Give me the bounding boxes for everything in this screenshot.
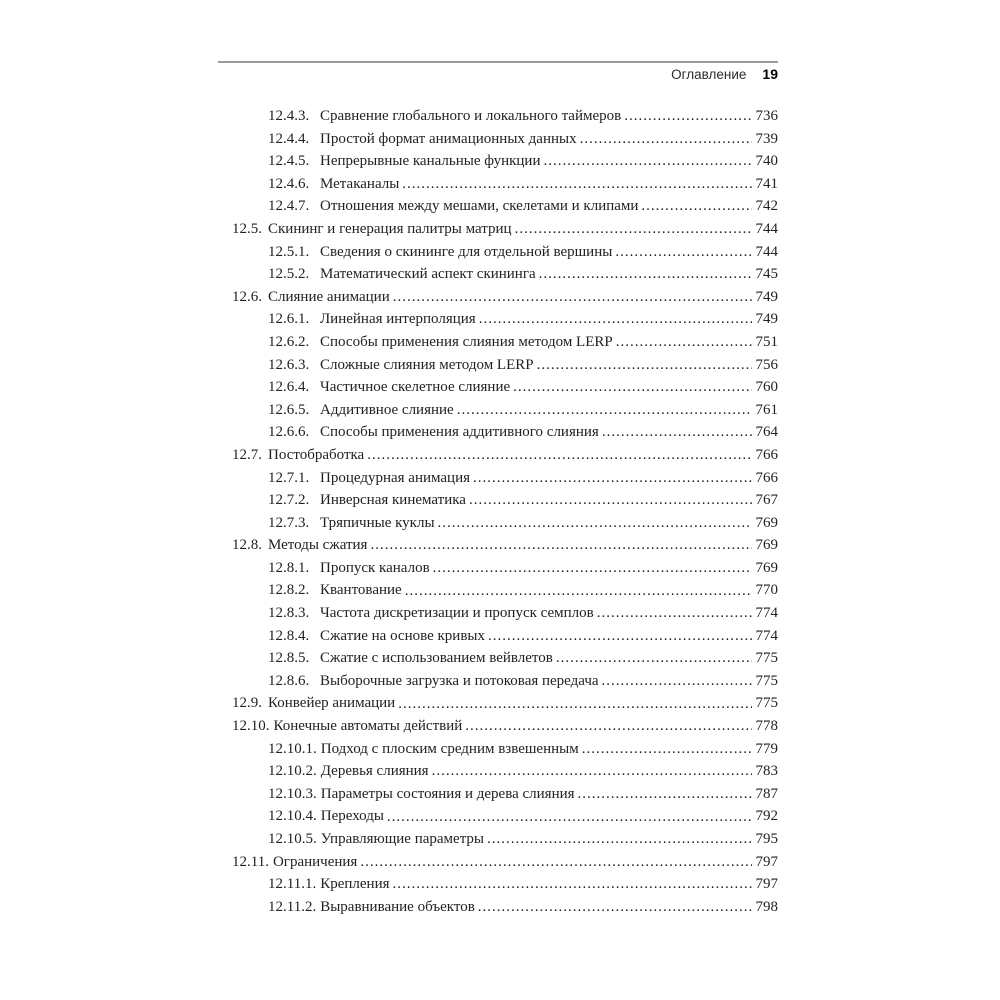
toc-entry-title: Непрерывные канальные функции [320, 153, 541, 170]
toc-entry-title: Сведения о скининге для отдельной вершины [320, 243, 613, 260]
toc-entry-title: Ограничения [272, 853, 358, 870]
dot-leader [475, 896, 752, 919]
toc-entry-title: Линейная интерполяция [320, 311, 476, 328]
toc-entry-title: Квантование [320, 582, 402, 599]
toc-entry-title: Сравнение глобального и локального таймеров [320, 108, 622, 124]
dot-leader [510, 376, 752, 399]
running-head-rule [218, 61, 778, 63]
toc-entry-title: Подход с плоским средним взвешенным [320, 740, 579, 757]
toc-entry-page-number: 797 [755, 853, 778, 870]
toc-entry [218, 512, 778, 535]
toc-entry-number: 12.7.2. [268, 492, 310, 509]
toc-entry-number: 12.8.3. [268, 605, 310, 622]
dot-leader [367, 534, 752, 557]
dot-leader [430, 557, 752, 580]
toc-entry [218, 557, 778, 580]
toc-entry-number: 12.7.3. [268, 514, 310, 531]
toc-entry-page-number: 775 [755, 695, 778, 712]
toc-entry-title: Деревья слияния [320, 763, 429, 780]
toc-entry-number: 12.10.3. [268, 785, 317, 802]
running-head-title: Оглавление [671, 67, 747, 82]
toc-entry-number: 12.6.6. [268, 424, 310, 441]
toc-entry-title: Способы применения аддитивного слияния [320, 424, 599, 441]
toc-entry [218, 579, 778, 602]
dot-leader [484, 828, 752, 851]
toc-entry-number: 12.10.4. [268, 808, 317, 825]
toc-entry-title: Конвейер анимации [268, 695, 396, 712]
toc-entry-title: Переходы [320, 808, 384, 825]
toc-entry-number: 12.10. [232, 718, 270, 735]
dot-leader [599, 421, 752, 444]
toc-entry-title: Частичное скелетное слияние [320, 379, 511, 396]
toc-entry-number: 12.9. [232, 695, 262, 712]
toc-entry-page-number: 769 [755, 514, 778, 531]
toc-entry-title: Пропуск каналов [320, 559, 430, 576]
toc-entry-title: Сжатие на основе кривых [320, 627, 485, 644]
toc-entry-page-number: 761 [755, 401, 778, 418]
dot-leader [575, 783, 752, 806]
toc-entry-number: 12.10.1. [268, 740, 317, 757]
toc-entry [218, 534, 778, 557]
toc-entry [218, 647, 778, 670]
toc-entry [218, 602, 778, 625]
toc-entry-number: 12.6. [232, 288, 262, 305]
toc-entry-title: Выравнивание объектов [320, 898, 475, 915]
toc-entry [218, 286, 778, 309]
toc-entry [218, 263, 778, 286]
toc-entry-number: 12.8.5. [268, 650, 310, 667]
toc-entry [218, 150, 778, 173]
toc-entry [218, 851, 778, 874]
toc-entry-title: Постобработка [268, 446, 365, 463]
toc-entry [218, 738, 778, 761]
dot-leader [399, 173, 752, 196]
toc-entry-title: Сжатие с использованием вейвлетов [320, 650, 553, 667]
toc-entry-number: 12.4.6. [268, 175, 310, 192]
dot-leader [357, 851, 752, 874]
toc-entry-number: 12.8. [232, 537, 262, 554]
toc-entry-page-number: 770 [755, 582, 778, 599]
toc-entry-number: 12.8.4. [268, 627, 310, 644]
toc-entry-page-number: 769 [755, 559, 778, 576]
toc-entry-title: Процедурная анимация [320, 469, 470, 486]
toc-entry-page-number: 798 [755, 898, 778, 915]
toc-entry-page-number: 744 [755, 243, 778, 260]
toc-entry-page-number: 739 [755, 130, 778, 147]
dot-leader [599, 670, 752, 693]
toc-entry [218, 489, 778, 512]
toc-entry-number: 12.4.7. [268, 198, 310, 215]
toc-entry-number: 12.4.3. [268, 108, 310, 124]
running-head [218, 66, 778, 82]
dot-leader [364, 444, 752, 467]
toc-entry-number: 12.6.5. [268, 401, 310, 418]
toc-entry [218, 873, 778, 896]
toc-entry-title: Методы сжатия [268, 537, 368, 554]
toc-entry-title: Способы применения слияния методом LERP [320, 333, 613, 350]
toc-entry [218, 692, 778, 715]
toc-entry-number: 12.8.6. [268, 672, 310, 689]
toc-entry [218, 670, 778, 693]
dot-leader [384, 805, 752, 828]
toc-entry-title: Тряпичные куклы [320, 514, 435, 531]
toc-entry-page-number: 764 [755, 424, 778, 441]
toc-entry [218, 828, 778, 851]
dot-leader [613, 331, 752, 354]
toc-entry-page-number: 779 [755, 740, 778, 757]
dot-leader [534, 354, 752, 377]
toc-entry-number: 12.4.4. [268, 130, 310, 147]
toc-entry-number: 12.5.2. [268, 266, 310, 283]
toc-entry [218, 218, 778, 241]
toc-entry-number: 12.8.2. [268, 582, 310, 599]
dot-leader [390, 873, 753, 896]
dot-leader [402, 579, 752, 602]
toc-entry-page-number: 792 [755, 808, 778, 825]
toc-entry [218, 376, 778, 399]
dot-leader [612, 241, 752, 264]
toc-entry [218, 173, 778, 196]
dot-leader [594, 602, 752, 625]
toc-entry-number: 12.8.1. [268, 559, 310, 576]
dot-leader [540, 150, 752, 173]
toc-entry-title: Сложные слияния методом LERP [320, 356, 534, 373]
toc-entry-page-number: 751 [755, 333, 778, 350]
toc-entry-title: Аддитивное слияние [320, 401, 454, 418]
toc-entry-page-number: 740 [755, 153, 778, 170]
toc-entry-number: 12.6.3. [268, 356, 310, 373]
toc-entry-page-number: 741 [755, 175, 778, 192]
toc-entry [218, 331, 778, 354]
dot-leader [395, 692, 752, 715]
running-head-page-number: 19 [762, 66, 778, 82]
toc-entry-title: Математический аспект скининга [320, 266, 536, 283]
toc-entry-page-number: 787 [755, 785, 778, 802]
dot-leader [536, 263, 752, 286]
toc-entry-page-number: 767 [755, 492, 778, 509]
toc-entry [218, 128, 778, 151]
toc-entry-number: 12.6.1. [268, 311, 310, 328]
toc-entry-page-number: 766 [755, 469, 778, 486]
dot-leader [466, 489, 752, 512]
toc-entry-page-number: 797 [755, 876, 778, 893]
toc-entry [218, 783, 778, 806]
toc-entry-page-number: 795 [755, 831, 778, 847]
toc-entry-page-number: 736 [755, 108, 778, 124]
toc-entry-number: 12.10.2. [268, 763, 317, 780]
toc-entry-page-number: 745 [755, 266, 778, 283]
dot-leader [512, 218, 752, 241]
toc-entry-page-number: 749 [755, 311, 778, 328]
dot-leader [470, 467, 752, 490]
toc-entry-title: Управляющие параметры [320, 831, 485, 847]
toc-entry [218, 399, 778, 422]
dot-leader [553, 647, 752, 670]
toc-entry-title: Отношения между мешами, скелетами и клипами [320, 198, 639, 215]
dot-leader [577, 128, 752, 151]
toc-entry-title: Конечные автоматы действий [273, 718, 463, 735]
toc-entry [218, 467, 778, 490]
toc-entry-title: Метаканалы [320, 175, 400, 192]
toc-entry-number: 12.7. [232, 446, 262, 463]
toc-entry-page-number: 775 [755, 650, 778, 667]
toc-entry-page-number: 774 [755, 605, 778, 622]
dot-leader [429, 760, 752, 783]
toc-entry [218, 105, 778, 128]
toc-entry [218, 715, 778, 738]
toc-entry-number: 12.5.1. [268, 243, 310, 260]
toc-entry [218, 625, 778, 648]
toc-entry-page-number: 783 [755, 763, 778, 780]
toc-entry-page-number: 749 [755, 288, 778, 305]
toc-entry-title: Инверсная кинематика [320, 492, 466, 509]
dot-leader [435, 512, 752, 535]
toc-entry-page-number: 766 [755, 446, 778, 463]
toc-entry-title: Параметры состояния и дерева слияния [320, 785, 575, 802]
dot-leader [390, 286, 752, 309]
toc-entry-page-number: 769 [755, 537, 778, 554]
toc-entry-number: 12.11.2. [268, 898, 317, 915]
toc-entry-number: 12.6.2. [268, 333, 310, 350]
toc-entry-number: 12.10.5. [268, 831, 317, 847]
toc-entry-title: Слияние анимации [268, 288, 390, 305]
toc-entry [218, 241, 778, 264]
toc-entry-page-number: 742 [755, 198, 778, 215]
toc-entry-title: Выборочные загрузка и потоковая передача [320, 672, 599, 689]
toc-entry [218, 760, 778, 783]
dot-leader [485, 625, 752, 648]
toc-entry-number: 12.5. [232, 220, 262, 237]
toc-entry-page-number: 744 [755, 220, 778, 237]
toc-entry-title: Частота дискретизации и пропуск семплов [320, 605, 594, 622]
toc-entry-number: 12.4.5. [268, 153, 310, 170]
toc-entry-page-number: 760 [755, 379, 778, 396]
toc-entry [218, 444, 778, 467]
dot-leader [579, 738, 752, 761]
toc-entry [218, 354, 778, 377]
toc-entry [218, 308, 778, 331]
toc-entry-title: Скининг и генерация палитры матриц [268, 220, 512, 237]
toc-entry-number: 12.7.1. [268, 469, 310, 486]
toc-list [218, 105, 778, 918]
toc-entry-title: Простой формат анимационных данных [320, 130, 577, 147]
toc-entry-number: 12.11. [232, 853, 269, 870]
toc-entry-number: 12.11.1. [268, 876, 317, 893]
toc-entry [218, 195, 778, 218]
toc-entry-title: Крепления [320, 876, 390, 893]
toc-entry [218, 421, 778, 444]
toc-entry-page-number: 778 [755, 718, 778, 735]
dot-leader [476, 308, 752, 331]
dot-leader [454, 399, 752, 422]
toc-entry-number: 12.6.4. [268, 379, 310, 396]
toc-entry [218, 896, 778, 919]
dot-leader [462, 715, 752, 738]
toc-entry-page-number: 774 [755, 627, 778, 644]
toc-entry-page-number: 756 [755, 356, 778, 373]
toc-entry [218, 805, 778, 828]
dot-leader [638, 195, 752, 218]
toc-entry-page-number: 775 [755, 672, 778, 689]
dot-leader [621, 105, 752, 128]
